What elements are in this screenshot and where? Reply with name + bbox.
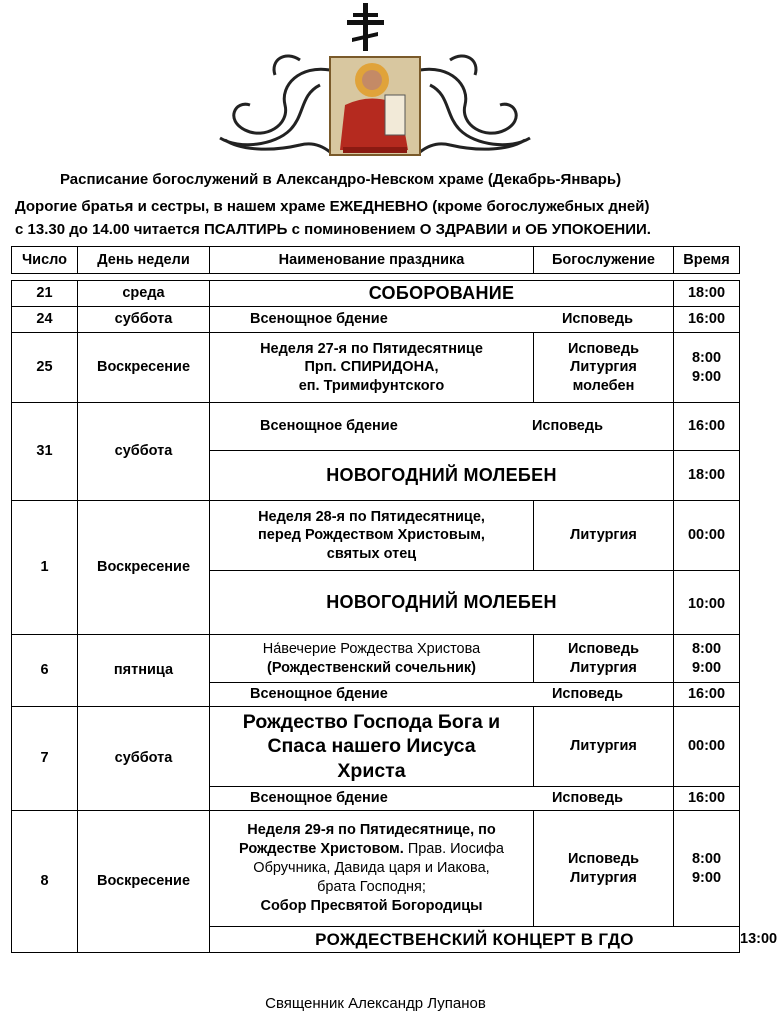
feast-cell bbox=[210, 501, 534, 571]
announcement-line-1: Дорогие братья и сестры, в нашем храме ЕЖЕДНЕВНО (кроме богослужебных дней) bbox=[15, 198, 650, 215]
date-cell: 24 bbox=[12, 307, 78, 333]
service-line: Исповедь bbox=[567, 341, 639, 358]
service-line: Литургия bbox=[570, 359, 637, 376]
feast-line: еп. Тримифунтского bbox=[298, 377, 445, 394]
feast-service-cell bbox=[210, 307, 674, 333]
table-header-row bbox=[12, 247, 740, 274]
table-row bbox=[12, 307, 740, 333]
cross-icon bbox=[347, 3, 384, 51]
feast-text: Всенощное бдение bbox=[250, 686, 388, 703]
table-row bbox=[12, 635, 740, 683]
date-cell: 21 bbox=[12, 281, 78, 307]
time-cell: 00:00 bbox=[674, 707, 740, 787]
table-row: РОЖДЕСТВЕНСКИЙ КОНЦЕРТ В ГДО 13:00 bbox=[12, 927, 740, 953]
table-row bbox=[12, 707, 740, 787]
feast-line: перед Рождеством Христовым, bbox=[258, 527, 485, 544]
date-cell: 6 bbox=[12, 635, 78, 707]
col-header-name: Наименование праздника bbox=[210, 247, 534, 274]
announcement-line-2: с 13.30 до 14.00 читается ПСАЛТИРЬ с поминовением О ЗДРАВИИ и ОБ УПОКОЕНИИ. bbox=[15, 221, 651, 238]
feast-text: Всенощное бдение bbox=[260, 418, 398, 435]
feast-cell bbox=[210, 811, 534, 927]
time-line: 8:00 bbox=[691, 350, 722, 367]
date-cell: 8 bbox=[12, 811, 78, 953]
date-cell: 7 bbox=[12, 707, 78, 811]
feast-cell: РОЖДЕСТВЕНСКИЙ КОНЦЕРТ В ГДО bbox=[210, 927, 740, 953]
feast-line: брата Господня; bbox=[317, 878, 426, 895]
service-line: Литургия bbox=[570, 659, 637, 676]
service-cell bbox=[534, 333, 674, 403]
service-cell bbox=[534, 635, 674, 683]
time-line: 8:00 bbox=[691, 641, 722, 658]
ornament-right-icon bbox=[420, 56, 530, 152]
service-text: Исповедь bbox=[551, 686, 623, 703]
time-cell bbox=[674, 811, 740, 927]
date-cell: 31 bbox=[12, 403, 78, 501]
feast-text: Всенощное бдение bbox=[250, 790, 388, 807]
service-cell: Литургия bbox=[534, 501, 674, 571]
weekday-cell: Воскресение bbox=[78, 333, 210, 403]
weekday-cell: Воскресение bbox=[78, 501, 210, 635]
feast-line: (Рождественский сочельник) bbox=[267, 659, 476, 676]
weekday-cell: пятница bbox=[78, 635, 210, 707]
service-cell: Литургия bbox=[534, 707, 674, 787]
table-row bbox=[12, 501, 740, 571]
feast-cell bbox=[210, 707, 534, 787]
feast-line: Неделя 28-я по Пятидесятнице, bbox=[258, 509, 485, 526]
feast-cell bbox=[210, 635, 534, 683]
table-row bbox=[12, 333, 740, 403]
service-cell bbox=[534, 811, 674, 927]
time-cell bbox=[674, 635, 740, 683]
feast-line: Собор Пресвятой Богородицы bbox=[260, 897, 483, 914]
feast-line: Прп. СПИРИДОНА, bbox=[304, 359, 439, 376]
schedule-table bbox=[11, 246, 777, 953]
feast-line: святых отец bbox=[326, 545, 417, 562]
weekday-cell: суббота bbox=[78, 307, 210, 333]
feast-cell bbox=[210, 333, 534, 403]
col-header-number: Число bbox=[12, 247, 78, 274]
feast-line: На́вечерие Рождества Христова bbox=[262, 641, 481, 658]
feast-service-cell bbox=[210, 787, 674, 811]
feast-cell: НОВОГОДНИЙ МОЛЕБЕН bbox=[210, 571, 674, 635]
time-cell: 16:00 bbox=[674, 683, 740, 707]
time-cell: 16:00 bbox=[674, 307, 740, 333]
service-line: Исповедь bbox=[567, 851, 639, 868]
weekday-cell: среда bbox=[78, 281, 210, 307]
feast-text: Рождестве Христовом. bbox=[239, 841, 404, 858]
service-text: Исповедь bbox=[551, 790, 623, 807]
feast-line: Спаса нашего Иисуса bbox=[267, 735, 476, 758]
time-line: 9:00 bbox=[691, 869, 722, 886]
time-cell: 16:00 bbox=[674, 787, 740, 811]
service-line: молебен bbox=[572, 377, 635, 394]
time-cell: 16:00 bbox=[674, 403, 740, 451]
table-row bbox=[12, 403, 740, 451]
feast-cell: НОВОГОДНИЙ МОЛЕБЕН bbox=[210, 451, 674, 501]
time-line: 8:00 bbox=[691, 851, 722, 868]
feast-text: Прав. Иосифа bbox=[407, 841, 504, 858]
weekday-cell: суббота bbox=[78, 707, 210, 811]
feast-line: Рождество Господа Бога и bbox=[242, 710, 501, 733]
ornament-left-icon bbox=[220, 56, 330, 152]
time-line: 9:00 bbox=[691, 659, 722, 676]
feast-line bbox=[210, 840, 533, 859]
saint-icon bbox=[330, 57, 420, 155]
spacer bbox=[12, 274, 740, 281]
time-cell: 00:00 bbox=[674, 501, 740, 571]
table-row bbox=[12, 281, 740, 307]
col-header-service: Богослужение bbox=[534, 247, 674, 274]
time-line: 9:00 bbox=[691, 368, 722, 385]
time-cell bbox=[674, 333, 740, 403]
service-line: Исповедь bbox=[567, 641, 639, 658]
table-row bbox=[12, 811, 740, 927]
date-cell: 25 bbox=[12, 333, 78, 403]
schedule-title: Расписание богослужений в Александро-Невском храме (Декабрь-Январь) bbox=[60, 171, 622, 188]
feast-line: Неделя 29-я по Пятидесятнице, по bbox=[247, 822, 496, 839]
time-cell: 10:00 bbox=[674, 571, 740, 635]
feast-cell: СОБОРОВАНИЕ bbox=[210, 281, 674, 307]
header-ornament bbox=[0, 0, 751, 165]
date-cell: 1 bbox=[12, 501, 78, 635]
feast-service-cell bbox=[210, 403, 674, 451]
col-header-time: Время bbox=[674, 247, 740, 274]
time-cell: 18:00 bbox=[674, 451, 740, 501]
feast-line: Христа bbox=[337, 759, 406, 782]
service-text: Исповедь bbox=[561, 311, 633, 328]
weekday-cell: суббота bbox=[78, 403, 210, 501]
feast-text: Всенощное бдение bbox=[250, 311, 388, 328]
weekday-cell: Воскресение bbox=[78, 811, 210, 953]
service-line: Литургия bbox=[570, 869, 637, 886]
time-cell: 18:00 bbox=[674, 281, 740, 307]
col-header-day: День недели bbox=[78, 247, 210, 274]
signature: Священник Александр Лупанов bbox=[265, 995, 486, 1012]
feast-line: Неделя 27-я по Пятидесятнице bbox=[260, 341, 483, 358]
feast-line: Обручника, Давида царя и Иакова, bbox=[253, 860, 490, 877]
service-text: Исповедь bbox=[531, 418, 603, 435]
feast-service-cell bbox=[210, 683, 674, 707]
